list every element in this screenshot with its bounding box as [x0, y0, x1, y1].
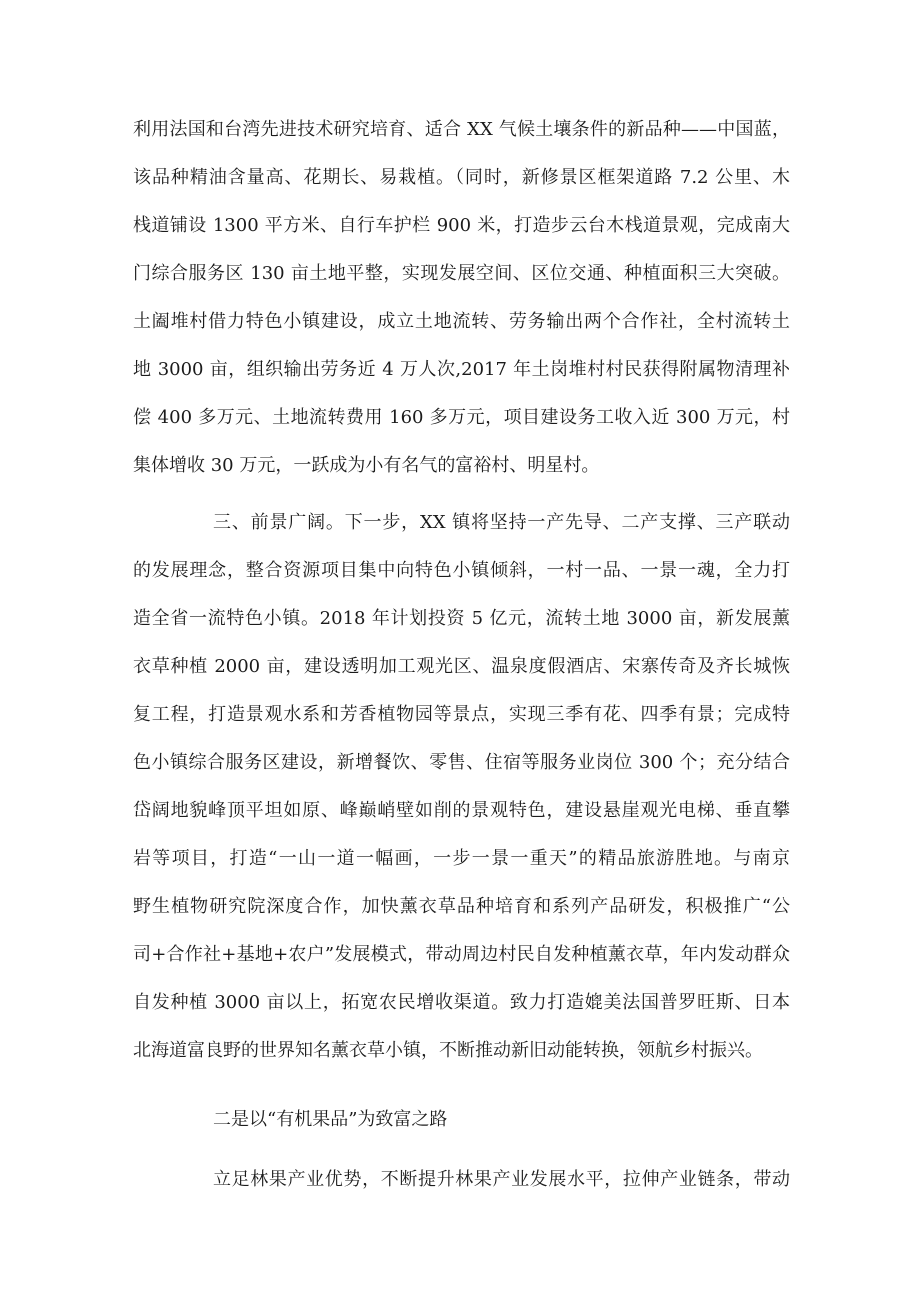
- text-line: 门综合服务区 130 亩土地平整，实现发展空间、区位交通、种植面积三大突破。: [133, 263, 790, 284]
- section-heading: [133, 1096, 790, 1144]
- document-body: [133, 106, 790, 1204]
- text-line: 衣草种植 2000 亩，建设透明加工观光区、温泉度假酒店、宋寨传奇及齐长城恢: [133, 656, 790, 677]
- text-line: 该品种精油含量高、花期长、易栽植。（同时，新修景区框架道路 7.2 公里、木: [133, 167, 790, 188]
- text-line: 造全省一流特色小镇。2018 年计划投资 5 亿元，流转土地 3000 亩，新发展薰: [133, 608, 790, 629]
- text-line: 三、前景广阔。下一步，XX 镇将坚持一产先导、二产支撑、三产联动: [213, 512, 790, 533]
- text-line: 岱阔地貌峰顶平坦如原、峰巅峭壁如削的景观特色，建设悬崖观光电梯、垂直攀: [133, 800, 790, 821]
- text-line: 野生植物研究院深度合作，加快薰衣草品种培育和系列产品研发，积极推广“公: [133, 896, 790, 917]
- text-line: 自发种植 3000 亩以上，拓宽农民增收渠道。致力打造媲美法国普罗旺斯、日本: [133, 992, 790, 1013]
- text-line: 集体增收 30 万元，一跃成为小有名气的富裕村、明星村。: [133, 455, 600, 476]
- text-line: 地 3000 亩，组织输出劳务近 4 万人次,2017 年土岗堆村村民获得附属物清理补: [133, 359, 790, 380]
- paragraph-town-development: [133, 106, 790, 490]
- text-line: 岩等项目，打造“一山一道一幅画，一步一景一重天”的精品旅游胜地。与南京: [133, 848, 790, 869]
- text-line: 北海道富良野的世界知名薰衣草小镇，不断推动新旧动能转换，领航乡村振兴。: [133, 1040, 763, 1061]
- text-line: 利用法国和台湾先进技术研究培育、适合 XX 气候土壤条件的新品种——中国蓝，: [133, 119, 790, 140]
- heading-text: 二是以“有机果品”为致富之路: [213, 1109, 448, 1130]
- text-line: 土阖堆村借力特色小镇建设，成立土地流转、劳务输出两个合作社，全村流转土: [133, 311, 790, 332]
- text-line: 栈道铺设 1300 平方米、自行车护栏 900 米，打造步云台木栈道景观，完成南大: [133, 215, 790, 236]
- text-line: 色小镇综合服务区建设，新增餐饮、零售、住宿等服务业岗位 300 个；充分结合: [133, 752, 790, 773]
- paragraph-fruit-industry: [133, 1156, 790, 1204]
- text-line: 立足林果产业优势，不断提升林果产业发展水平，拉伸产业链条，带动: [213, 1169, 790, 1190]
- text-line: 偿 400 多万元、土地流转费用 160 多万元，项目建设务工收入近 300 万元，村: [133, 407, 790, 428]
- text-line: 司+合作社+基地+农户”发展模式，带动周边村民自发种植薰衣草，年内发动群众: [133, 944, 790, 965]
- paragraph-prospects: [133, 499, 790, 1075]
- text-line: 复工程，打造景观水系和芳香植物园等景点，实现三季有花、四季有景；完成特: [133, 704, 790, 725]
- text-line: 的发展理念，整合资源项目集中向特色小镇倾斜，一村一品、一景一魂，全力打: [133, 560, 790, 581]
